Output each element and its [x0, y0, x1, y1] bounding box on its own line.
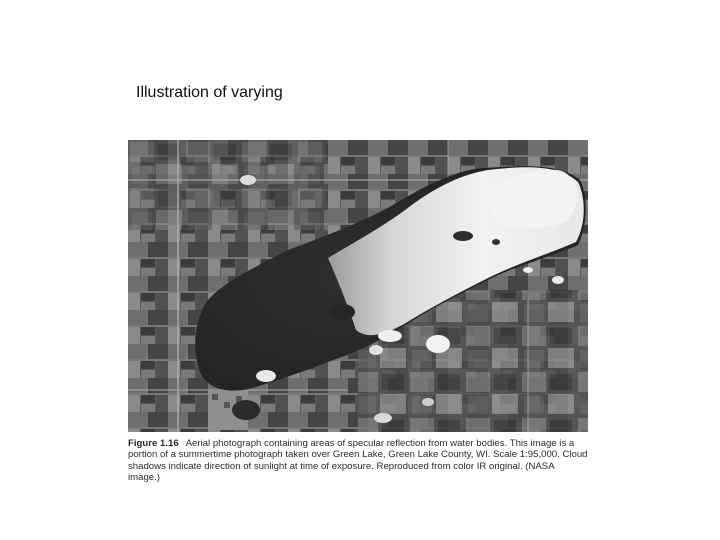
figure-caption-text: Aerial photograph containing areas of specular reflection from water bodies. This image is a portion of a summertime photograph taken over Green Lake, Green Lake County, WI. Scale 1:95,000. Cloud shadows indicate direction of sunlight at time of exposure. Reproduced from color IR original. (NASA image.): [128, 438, 588, 484]
slide-title: Illustration of varying: [136, 84, 283, 101]
aerial-photo-image: [128, 140, 588, 432]
figure-caption: [128, 438, 588, 484]
figure-label: Figure 1.16: [128, 438, 179, 449]
